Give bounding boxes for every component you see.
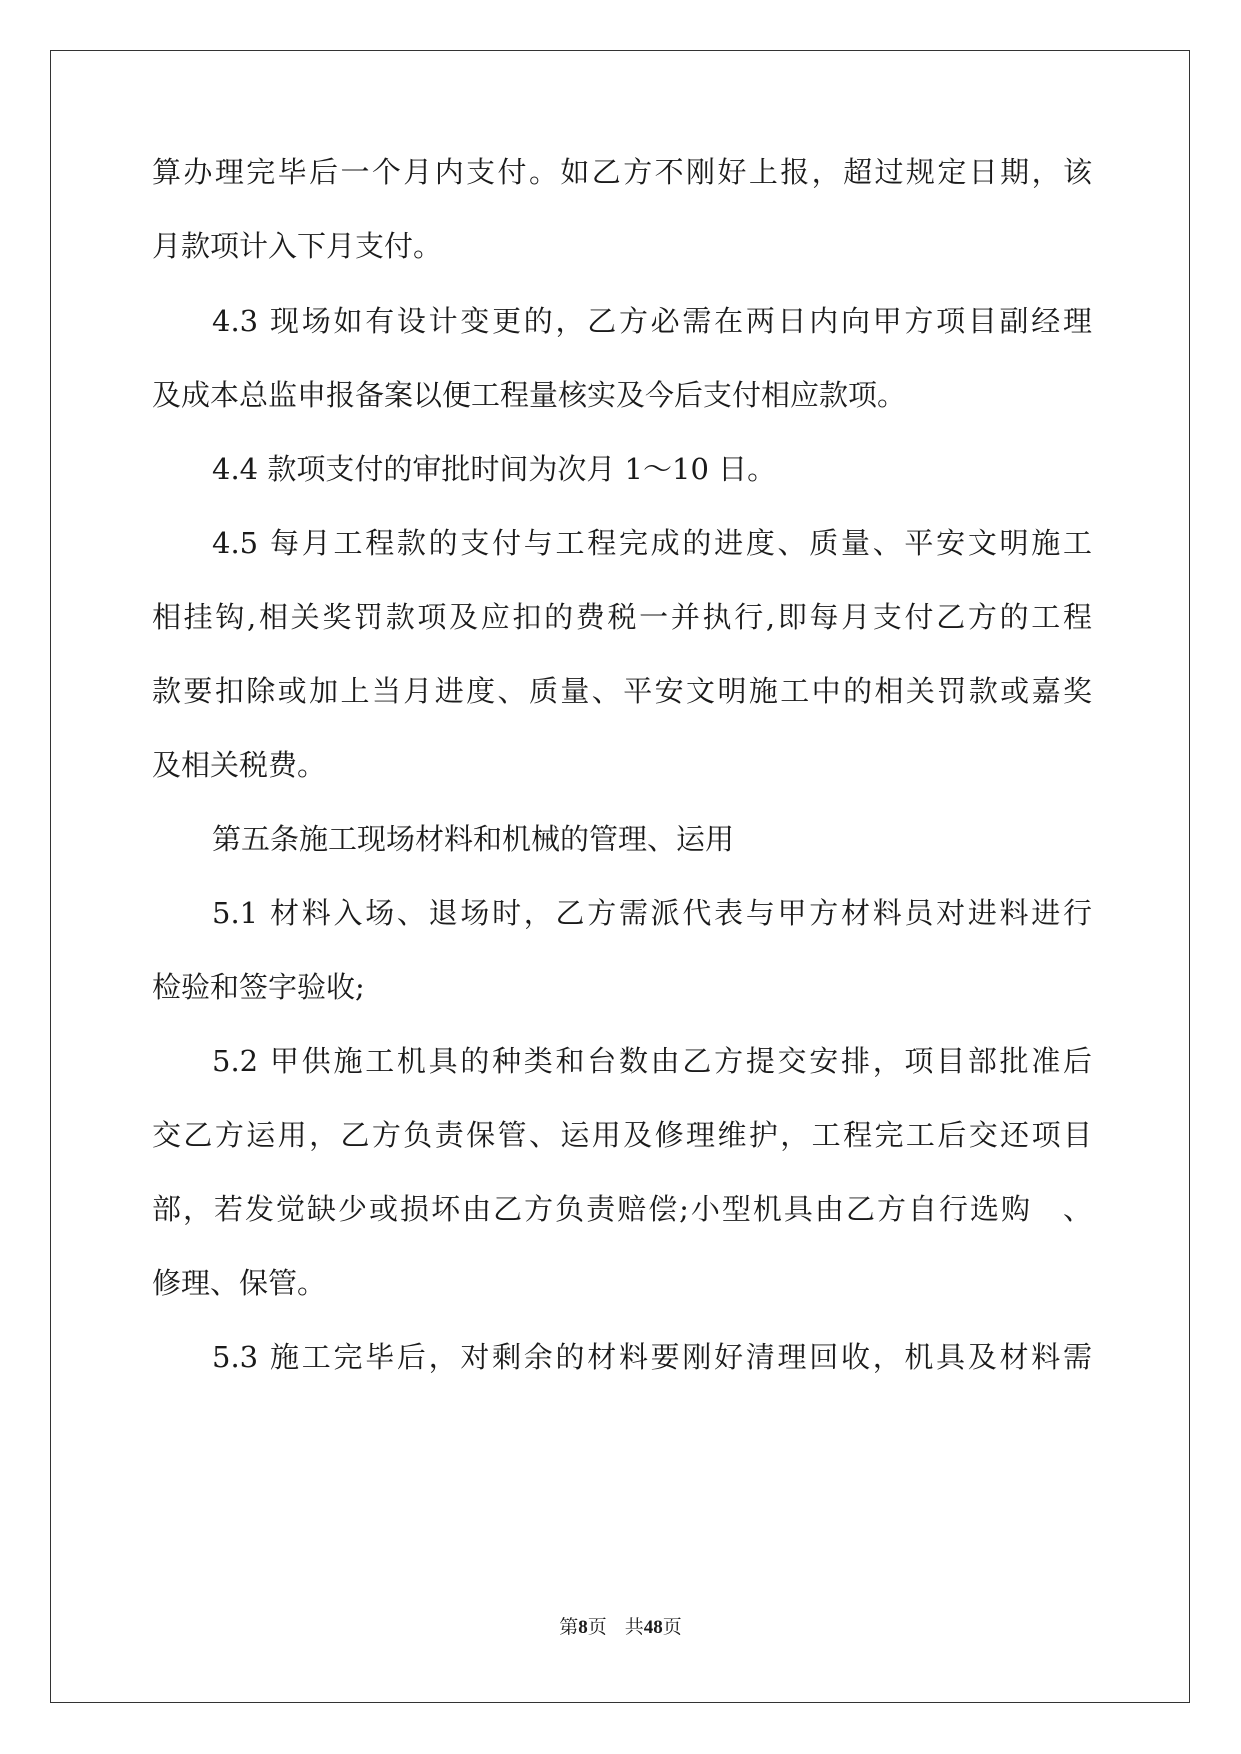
text-line: 4.3 现场如有设计变更的，乙方必需在两日内向甲方项目副经理 <box>212 304 1092 338</box>
page-border <box>50 50 1190 1703</box>
footer-total-suffix: 页 <box>662 1616 682 1638</box>
section-heading: 第五条施工现场材料和机械的管理、运用 <box>212 822 735 856</box>
text-line: 部，若发觉缺少或损坏由乙方负责赔偿;小型机具由乙方自行选购 、 <box>152 1192 1092 1226</box>
footer-total-pages: 48 <box>643 1617 663 1638</box>
text-line: 修理、保管。 <box>152 1266 327 1300</box>
text-line: 4.5 每月工程款的支付与工程完成的进度、质量、平安文明施工 <box>212 526 1092 560</box>
text-line: 相挂钩,相关奖罚款项及应扣的费税一并执行,即每月支付乙方的工程 <box>152 600 1092 634</box>
footer-page-number: 8 <box>578 1617 588 1638</box>
text-line: 款要扣除或加上当月进度、质量、平安文明施工中的相关罚款或嘉奖 <box>152 674 1092 708</box>
text-line: 5.3 施工完毕后，对剩余的材料要刚好清理回收，机具及材料需 <box>212 1340 1092 1374</box>
text-line: 5.1 材料入场、退场时，乙方需派代表与甲方材料员对进料进行 <box>212 896 1092 930</box>
text-line: 及相关税费。 <box>152 748 327 782</box>
text-line: 交乙方运用，乙方负责保管、运用及修理维护，工程完工后交还项目 <box>152 1118 1092 1152</box>
text-line: 月款项计入下月支付。 <box>152 229 443 263</box>
footer-total-prefix: 共 <box>624 1616 644 1638</box>
footer-prefix: 第 <box>559 1616 579 1638</box>
text-line: 检验和签字验收; <box>152 970 365 1004</box>
text-line: 算办理完毕后一个月内支付。如乙方不刚好上报，超过规定日期，该 <box>152 155 1092 189</box>
text-line: 5.2 甲供施工机具的种类和台数由乙方提交安排，项目部批准后 <box>212 1044 1092 1078</box>
text-line: 4.4 款项支付的审批时间为次月 1～10 日。 <box>212 452 777 486</box>
page-footer <box>0 1615 1241 1640</box>
footer-page-suffix: 页 <box>587 1616 607 1638</box>
text-line: 及成本总监申报备案以便工程量核实及今后支付相应款项。 <box>152 378 907 412</box>
